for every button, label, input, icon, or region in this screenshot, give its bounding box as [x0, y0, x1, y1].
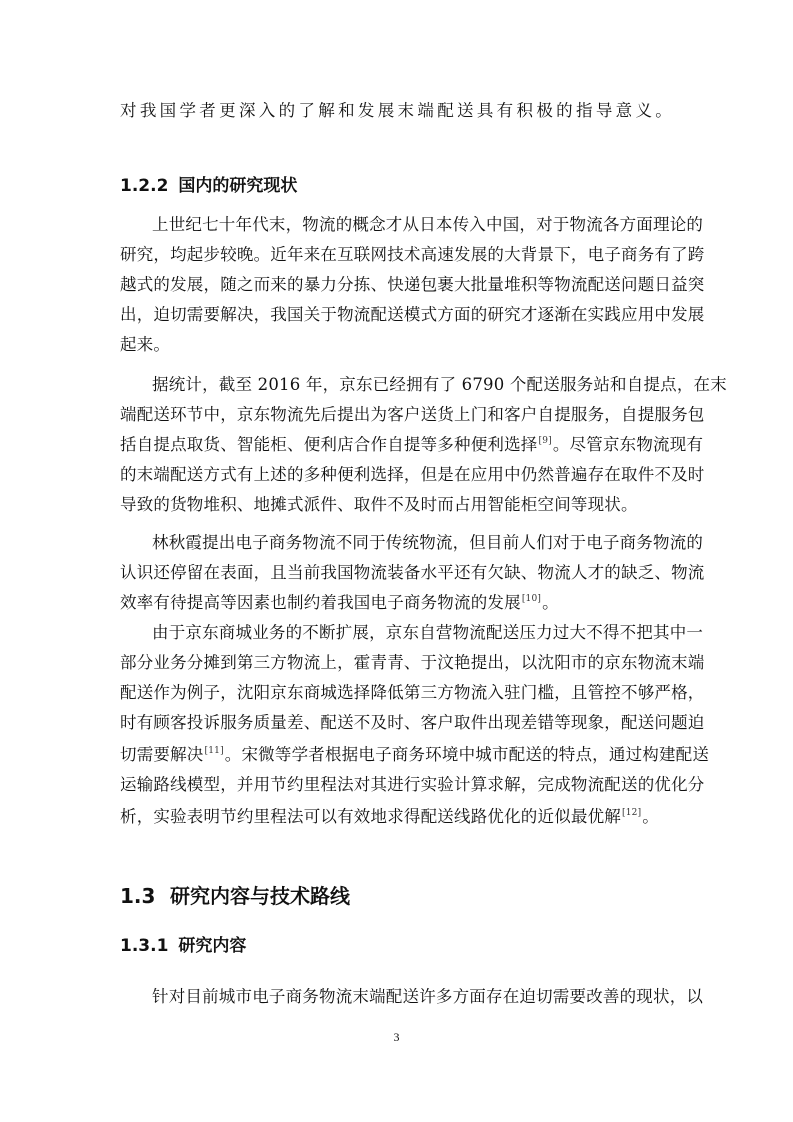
paragraph-line: 导致的货物堆积、地摊式派件、取件不及时而占用智能柜空间等现状。	[120, 495, 638, 514]
paragraph-line: 对我国学者更深入的了解和发展末端配送具有积极的指导意义。	[120, 101, 672, 120]
section-heading-1-2-2	[120, 174, 297, 198]
citation-ref[interactable]: [10]	[521, 594, 542, 604]
text-run: 。	[642, 807, 659, 826]
text-run: 切需要解决	[120, 745, 204, 764]
text-run: 括自提点取货、智能柜、便利店合作自提等多种便利选择	[120, 435, 538, 454]
text-run: 效率有待提高等因素也制约着我国电子商务物流的发展	[120, 593, 521, 612]
text-run: 。尽管京东物流现有	[552, 435, 704, 454]
paragraph-line: 运输路线模型，并用节约里程法对其进行实验计算求解，完成物流配送的优化分	[120, 775, 705, 794]
text-run: 析，实验表明节约里程法可以有效地求得配送线路优化的近似最优解	[120, 807, 621, 826]
paragraph-line	[120, 434, 704, 456]
section-title: 研究内容与技术路线	[170, 884, 350, 908]
paragraph-line: 据统计，截至 2016 年，京东已经拥有了 6790 个配送服务站和自提点，在末	[152, 375, 727, 394]
section-heading-1-3	[120, 882, 350, 910]
citation-ref[interactable]: [9]	[538, 436, 552, 446]
paragraph-line: 针对目前城市电子商务物流末端配送许多方面存在迫切需要改善的现状，以	[152, 987, 704, 1006]
section-number: 1.2.2	[120, 176, 169, 196]
section-title: 研究内容	[178, 936, 247, 956]
paragraph-line: 端配送环节中，京东物流先后提出为客户送货上门和客户自提服务，自提服务包	[120, 405, 705, 424]
section-number: 1.3.1	[120, 936, 169, 956]
paragraph-line: 上世纪七十年代末，物流的概念才从日本传入中国，对于物流各方面理论的	[152, 215, 704, 234]
text-run: 。宋微等学者根据电子商务环境中城市配送的特点，通过构建配送	[224, 745, 710, 764]
paragraph-line: 越式的发展，随之而来的暴力分拣、快递包裹大批量堆积等物流配送问题日益突	[120, 275, 705, 294]
paragraph-line: 起来。	[120, 335, 171, 354]
section-number: 1.3	[120, 884, 156, 908]
citation-ref[interactable]: [11]	[204, 746, 224, 756]
paragraph-line: 由于京东商城业务的不断扩展，京东自营物流配送压力过大不得不把其中一	[152, 623, 704, 642]
paragraph-line: 配送作为例子，沈阳京东商城选择降低第三方物流入驻门槛，且管控不够严格，	[120, 683, 705, 702]
paragraph-line: 部分业务分摊到第三方物流上，霍青青、于汶艳提出，以沈阳市的京东物流末端	[120, 653, 705, 672]
paragraph-line: 时有顾客投诉服务质量差、配送不及时、客户取件出现差错等现象，配送问题迫	[120, 713, 705, 732]
page-number: 3	[393, 1030, 400, 1044]
paragraph-line: 出，迫切需要解决，我国关于物流配送模式方面的研究才逐渐在实践应用中发展	[120, 305, 705, 324]
citation-ref[interactable]: [12]	[622, 808, 642, 818]
section-heading-1-3-1	[120, 934, 246, 958]
paragraph-line: 的末端配送方式有上述的多种便利选择，但是在应用中仍然普遍存在取件不及时	[120, 465, 705, 484]
text-run: 。	[542, 593, 559, 612]
paragraph-line	[120, 806, 672, 828]
paragraph-line: 研究，均起步较晚。近年来在互联网技术高速发展的大背景下，电子商务有了跨	[120, 245, 705, 264]
paragraph-line: 认识还停留在表面，且当前我国物流装备水平还有欠缺、物流人才的缺乏、物流	[120, 563, 705, 582]
paragraph-line	[120, 592, 672, 614]
paragraph-line	[120, 744, 710, 766]
section-title: 国内的研究现状	[178, 176, 298, 196]
paragraph-line: 林秋霞提出电子商务物流不同于传统物流，但目前人们对于电子商务物流的	[152, 533, 704, 552]
